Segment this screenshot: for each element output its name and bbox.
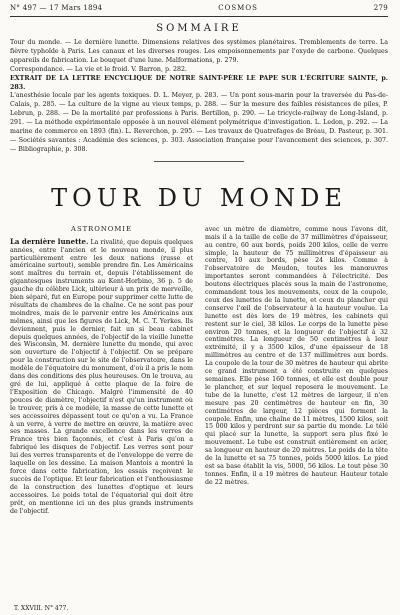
running-header: [10, 4, 388, 14]
right-column: [205, 226, 388, 596]
issue-number: N° 497 — 17 Mars 1894: [10, 4, 103, 12]
article-columns: [10, 226, 388, 596]
page-footer: T. XXVIII. N° 477.: [14, 605, 69, 612]
summary-paragraph: Tour du monde. — Le dernière lunette. Dimensions relatives des systèmes planétaires. Tremblements de terre. La fièvre typhoïde à Paris. Les canaux et les diverses rouges. Les empoisonnements par l'oxyde de carbone. Quelques appareils de fabrication. Le bouquet d'une lune. Malformations, p. 279.: [10, 39, 388, 64]
section-divider: [154, 161, 244, 162]
summary-title: SOMMAIRE: [156, 23, 242, 34]
page-number: 279: [373, 4, 388, 12]
article-body: [10, 238, 193, 516]
article-title: La dernière lunette.: [10, 236, 89, 246]
header-rule: [10, 16, 388, 17]
article-text: La rivalité, que depuis quelques années, entre l'ancien et le nouveau monde, il plus particulièrement entre les deux nations (russe et américaine surtout), semble prendre fin. Les Américains sont maîtres du terrain et, depuis l'établissement de gigantesques instruments au Kent-Horbino, 36 p. 5 de gauche du célèbre Lick, ultérieur à un prix de merveille, bien séparé, fut en Europe pour supprimer cette lutte de résultats de chambres de la chaîne. Ce ne sont pas pour moindres, mais de le parvenir entre les Américains aux mêmes, ainsi que les figures de Lick, M. C. T. Yerkes. Ils deviennent, puis le dernier, fait un si beau cabinet depuis quelques années, de l'objectif de la vieille lunette des Wisconsin, M. dernière lunette du monde, qui avec son ouverture de l'objectif à l'objectif. On se prépare pour la construction sur le site de l'observatoire, dans le modèle de l'équatoire du monument, d'où il a pris le nom dans des conditions des plus heureuses. On le trouva, au gré de lui, appliqué à cette plaque de la foire de l'Exposition de Chicago. Malgré l'immensité de 40 pouces de diamètre, l'objectif n'est qu'un instrument où le trouver, pris à ce modèle, la masse de cette lunette et ses accessoires dépassent tout ce qu'on a vu. La France à un verre, à verre de mettre en œuvre, la matière avec ses masses. La grande excellence dans les verres de France très bien façonnés, et c'est à Paris qu'on a fabriqué les disques de l'objectif. Les verres sont pour lui des verres transparents et de l'enveloppe de verre de laquelle on les dessine. La maison Mantois a montré la force dans cette fabrication, les essais reçoivent le succès de l'optique. Et leur fabrication et l'enthousiasme de la construction des lunettes d'optique et leurs accessoires. Le poids total de l'équatorial qui doit être prêt, on mentionne ici un des plus grands instruments de l'objectif.: [10, 238, 193, 515]
summary-extract: EXTRAIT DE LA LETTRE ENCYCLIQUE DE NOTRE SAINT-PÈRE LE PAPE SUR L'ÉCRITURE SAINTE, p. 283.: [10, 74, 388, 91]
rubric-heading: ASTRONOMIE: [71, 225, 132, 233]
summary-paragraph: Correspondance. — La vie et le froid. V. Barron, p. 282.: [10, 65, 188, 73]
summary-paragraph: L'anesthésie locale par les agents toxiques. D. L. Meyer, p. 283. — Un pont sous-marin pour la traversée du Pas-de-Calais, p. 285. — La culture de la vigne au vieux temps, p. 288. — Sur la mesure des faibles résistances de piles, P. Lebrun, p. 288. — De la mortalité par professions à Paris. Bertillon, p. 290. — Le tricycle-railway de Long-Island, p. 291. — La méthode expérimentale opposée à un nouvel élément polymétrique d'investigation. L. Ledon, p. 292. — La marine de commerce en 1893 (fin). L. Reverchon, p. 295. — Les travaux de Quatrefages de Bréau, D. Pasteur, p. 301. — Sociétés savantes : Académie des sciences, p. 303. Association française pour l'avancement des sciences, p. 307. — Bibliographie, p. 308.: [10, 92, 388, 153]
left-column: [10, 226, 193, 596]
section-title: TOUR DU MONDE: [51, 183, 347, 212]
journal-name: COSMOS: [218, 4, 258, 12]
summary-text: [10, 39, 388, 155]
article-text-continued: avec un mètre de diamètre, comme nous l'avons dit, mais il a la taille de celle de 37 millimètres d'épaisseur, au centre, 60 aux bords, poids 200 kilos, celle de verre simple, la hauteur de 75 millimètres d'épaisseur au centre, 10 aux bords, pèse 24 kilos. Comme à l'observatoire de Meudon, toutes les manœuvres importantes seront commandées à l'électricité. Des boutons électriques placés sous la main de l'astronome, commandent tous les mouvements, ceux de la coupole, ceux des lunettes de la lunette, et ceux du plancher qui conserve l'œil de l'observateur à la hauteur voulue. La lunette est dès lors de 19 mètres, les cabinets qui restent sur le ciel, 38 kilos. Le corps de la lunette pèse environ 20 tonnes, et la longueur de l'objectif à 32 centimètres. La longueur de 50 centimètres à leur extrémité, il y a 3500 kilos, d'une épaisseur de 18 millimètres au centre et de 137 millimètres aux bords. La coupole de la tour de 30 mètres de hauteur qui abrite ce grand instrument a été construite en quelques semaines. Elle pèse 160 tonnes, et elle est double pour le plancher, et sur lequel reposera le mouvement. Le tube de la lunette, c'est 12 mètres de largeur, il n'en mesure pas 20 centimètres de hauteur en fin, 30 centimètres de largeur, 12 pièces qui forment la coupole. Enfin, une chaîne de 11 mètres, 1500 kilos, soit 15 000 kilos y perdront sur sa partie du monde. Le télé qui placé sur la lunette, la support sera plus fixé le mouvement. Le tube est construit entièrement en acier, sa longueur en hauteur de 20 mètres. Le poids de la tête de la lunette et sa 75 tonnes, poids 5000 kilos. Le pied est sa base établit la vis, 5000, 56 kilos. Le tout pèse 30 tonnes. Enfin, il a 19 mètres de hauteur. Hauteur totale de 22 mètres.: [205, 225, 388, 486]
journal-page: [10, 4, 388, 596]
